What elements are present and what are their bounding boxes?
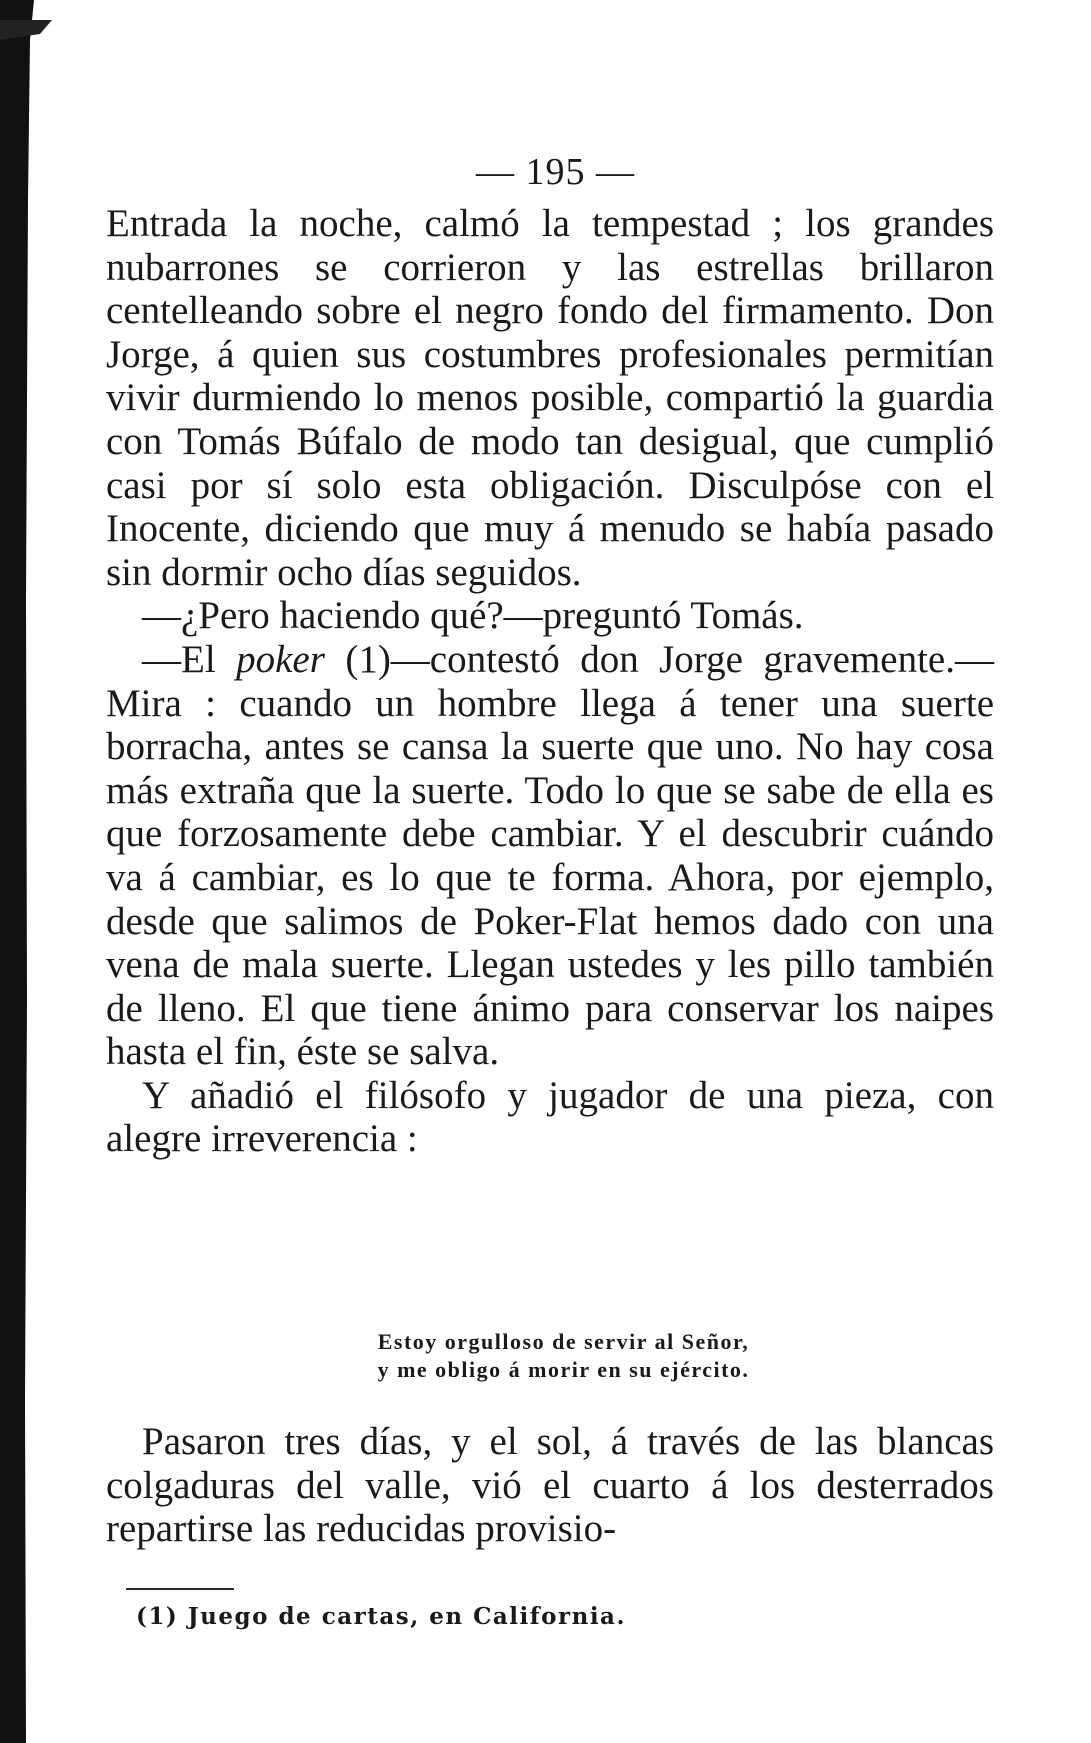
book-spine-shadow	[0, 0, 52, 1743]
footnote	[136, 1603, 626, 1630]
main-text-bottom	[106, 1420, 994, 1551]
paragraph-text: —El	[142, 637, 237, 681]
paragraph: —¿Pero haciendo qué?—preguntó Tomás.	[142, 594, 804, 638]
verse-line: y me obligo á morir en su ejército.	[377, 1357, 750, 1382]
italic-term: poker	[236, 637, 325, 681]
verse-line: Estoy orgulloso de servir al Señor,	[377, 1329, 750, 1354]
footnote-text: Juego de cartas, en California.	[187, 1603, 626, 1630]
footnote-marker: (1)	[136, 1603, 179, 1630]
paragraph	[106, 638, 994, 1074]
verse-quote	[18, 1328, 1091, 1384]
paragraph: Pasaron tres días, y el sol, á través de las blancas colgaduras del valle, vió el cuarto á los desterrados repartirse las reducidas provisio-	[106, 1420, 994, 1551]
main-text-top	[106, 202, 994, 1161]
paragraph: Y añadió el filósofo y jugador de una pieza, con alegre irreverencia :	[106, 1073, 994, 1161]
paragraph-text: (1)—contestó don Jorge gravemente.—Mira : cuando un hombre llega á tener una suerte borracha, antes se cansa la suerte que uno. No hay cosa más extraña que la suerte. Todo lo que se sabe de ella es que forzosamente debe cambiar. Y el descubrir cuándo va á cambiar, es lo que te forma. Ahora, por ejemplo, desde que salimos de Poker-Flat hemos dado con una vena de mala suerte. Llegan ustedes y les pillo también de lleno. El que tiene ánimo para conservar los naipes hasta el fin, éste se salva.	[106, 637, 994, 1074]
paragraph: Entrada la noche, calmó la tempestad ; los grandes nubarrones se corrieron y las estrellas brillaron centelleando sobre el negro fondo del firmamento. Don Jorge, á quien sus costumbres profesionales permitían vivir durmiendo lo menos posible, compartió la guardia con Tomás Búfalo de modo tan desigual, que cumplió casi por sí solo esta obligación. Disculpóse con el Inocente, diciendo que muy á menudo se había pasado sin dormir ocho días seguidos.	[106, 202, 994, 594]
page-number: — 195 —	[476, 151, 635, 193]
footnote-divider	[126, 1588, 234, 1590]
